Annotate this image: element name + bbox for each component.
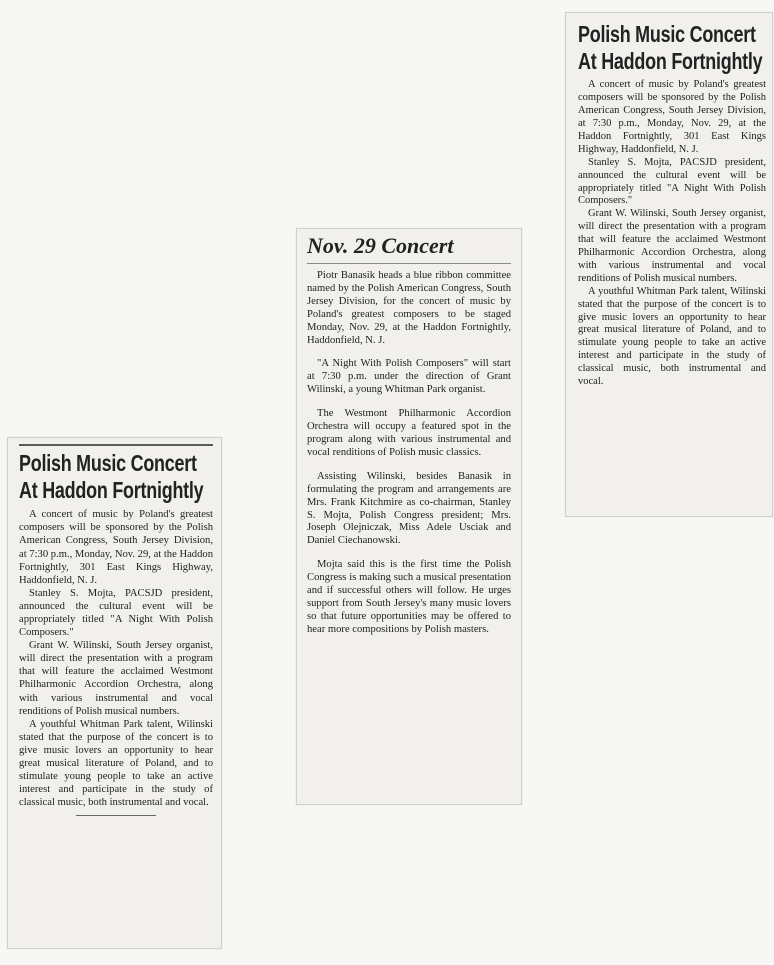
end-rule [76,815,156,816]
paragraph: "A Night With Polish Composers" will start at 7:30 p.m. under the direction of Grant Wilinski, a young Whitman Park organist. [307,358,511,396]
clipping-right [565,12,773,517]
headline-line-2: At Haddon Fortnightly [578,48,763,75]
paragraph: A concert of music by Poland's greatest composers will be sponsored by the Polish American Congress, South Jersey Division, at 7:30 p.m., Monday, Nov. 29, at the Haddon Fortnightly, 301 East Kings Highway, Haddonfield, N. J. [19,509,213,586]
headline-line-1: Polish Music Concert [578,21,756,47]
top-rule [19,444,213,446]
article-body [19,508,213,809]
clipping-center [296,228,522,805]
article-body [307,270,511,637]
paragraph: The Westmont Philharmonic Accordion Orchestra will occupy a featured spot in the program along with various instrumental and vocal renditions of Polish music classics. [307,408,511,458]
paragraph: Grant W. Wilinski, South Jersey organist, will direct the presentation with a program that will feature the acclaimed Westmont Philharmonic Accordion Orchestra, along with various instrumental and vocal renditions of Polish musical numbers. [19,640,213,717]
paragraph: Piotr Banasik heads a blue ribbon committee named by the Polish American Congress, South Jersey Division, for the concert of music by Poland's greatest composers to be staged Monday, Nov. 29, at the Haddon Fortnightly, Haddonfield, N. J. [307,270,511,346]
headline-line-1: Polish Music Concert [19,450,197,476]
headline: Nov. 29 Concert [307,233,511,264]
headline [19,450,214,504]
paragraph: Assisting Wilinski, besides Banasik in formulating the program and arrangements are Mrs. Frank Kitchmire as co-chairman, Stanley S. Mojta, Polish Congress president; Mrs. Joseph Olejniczak, Miss Adele Usciak and Daniel Ciechanowski. [307,470,511,547]
headline-line-2: At Haddon Fortnightly [19,477,204,504]
paragraph: A youthful Whitman Park talent, Wilinski stated that the purpose of the concert is to give music lovers an opportunity to hear great musical literature of Poland, and to stimulate young people to take an active interest and participate in the study of classical music, both instrumental and vocal. [19,718,213,809]
paragraph: A youthful Whitman Park talent, Wilinski stated that the purpose of the concert is to give music lovers an opportunity to hear great musical literature of Poland, and to stimulate young people to take an active interest and participate in the study of classical music, both instrumental and vocal. [578,285,766,388]
paragraph: Grant W. Wilinski, South Jersey organist, will direct the presentation with a program that will feature the acclaimed Westmont Philharmonic Accordion Orchestra, along with various instrumental and vocal renditions of Polish musical numbers. [578,208,766,284]
headline [578,21,773,75]
clipping-left [7,437,222,949]
paragraph: Stanley S. Mojta, PACSJD president, announced the cultural event will be appropriately titled "A Night With Polish Composers." [19,587,213,639]
paragraph: Stanley S. Mojta, PACSJD president, announced the cultural event will be appropriately titled "A Night With Polish Composers." [578,156,766,207]
paragraph: Mojta said this is the first time the Polish Congress is making such a musical presentation and if successful others will follow. He urges support from South Jersey's many music lovers so that future opportunities may be offered to hear more compositions by Polish masters. [307,559,511,635]
paragraph: A concert of music by Poland's greatest composers will be sponsored by the Polish American Congress, South Jersey Division, at 7:30 p.m., Monday, Nov. 29, at the Haddon Fortnightly, 301 East Kings Highway, Haddonfield, N. J. [578,79,766,155]
article-body [578,79,766,389]
